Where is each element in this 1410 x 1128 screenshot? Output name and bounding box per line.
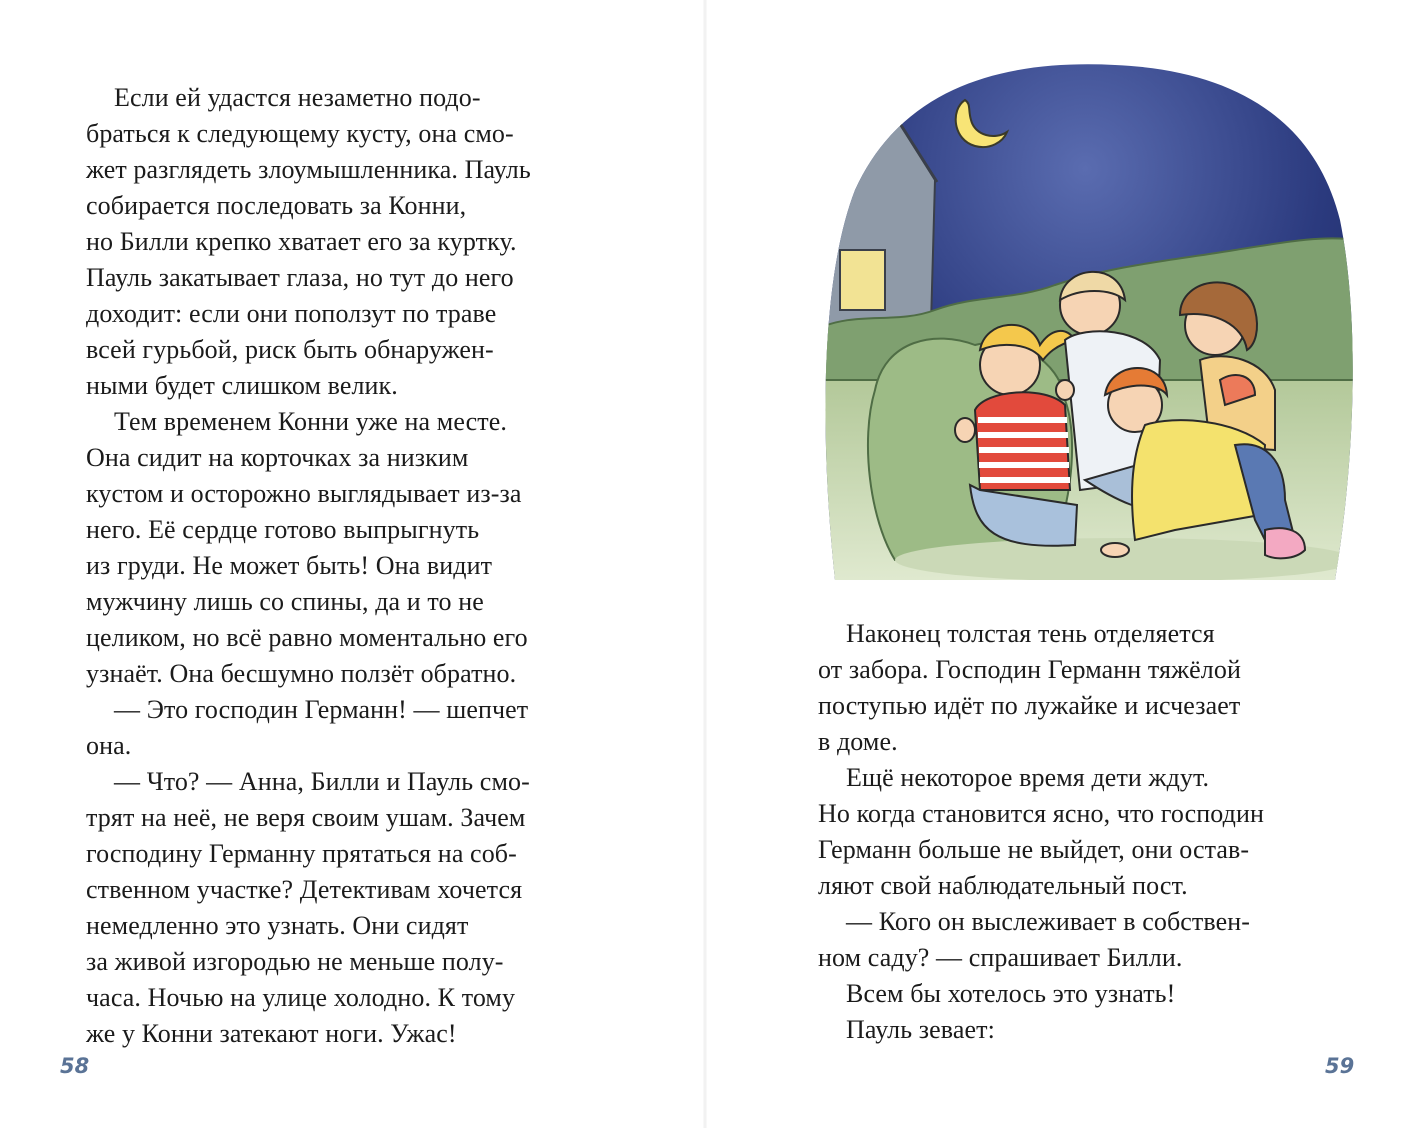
text-line: ными будет слишком велик. xyxy=(86,371,398,400)
right-page-text xyxy=(818,616,1348,1048)
text-line: ляют свой наблюдательный пост. xyxy=(818,871,1188,900)
text-line: поступью идёт по лужайке и исчезает xyxy=(818,691,1241,720)
text-line: — Кого он выслеживает в собствен- xyxy=(846,907,1251,936)
text-line: Она сидит на корточках за низким xyxy=(86,443,469,472)
text-line: в доме. xyxy=(818,727,898,756)
text-line: Пауль закатывает глаза, но тут до него xyxy=(86,263,514,292)
text-line: она. xyxy=(86,731,132,760)
text-line: Тем временем Конни уже на месте. xyxy=(114,407,507,436)
text-line: Всем бы хотелось это узнать! xyxy=(846,979,1176,1008)
text-line: — Что? — Анна, Билли и Пауль смо- xyxy=(114,767,530,796)
text-line: ственном участке? Детективам хочется xyxy=(86,875,523,904)
text-line: Германн больше не выйдет, они остав- xyxy=(818,835,1250,864)
text-line: мужчину лишь со спины, да и то не xyxy=(86,587,484,616)
text-line: Пауль зевает: xyxy=(846,1015,995,1044)
text-line: за живой изгородью не меньше полу- xyxy=(86,947,504,976)
text-line: но Билли крепко хватает его за куртку. xyxy=(86,227,517,256)
book-fold xyxy=(703,0,707,1128)
text-line: Если ей удастся незаметно подо- xyxy=(114,83,481,112)
text-line: собирается последовать за Конни, xyxy=(86,191,467,220)
text-line: Ещё некоторое время дети ждут. xyxy=(846,763,1210,792)
page-number-left: 58 xyxy=(60,1054,90,1078)
night-scene-children-behind-hedge-illustration xyxy=(815,60,1355,605)
text-line: кустом и осторожно выглядывает из-за xyxy=(86,479,522,508)
text-line: ном саду? — спрашивает Билли. xyxy=(818,943,1183,972)
left-page-text xyxy=(86,80,616,1052)
text-line: из груди. Не может быть! Она видит xyxy=(86,551,493,580)
text-line: целиком, но всё равно моментально его xyxy=(86,623,528,652)
text-line: же у Конни затекают ноги. Ужас! xyxy=(86,1019,457,1048)
text-line: — Это господин Германн! — шепчет xyxy=(114,695,529,724)
text-line: браться к следующему кусту, она смо- xyxy=(86,119,514,148)
text-line: узнаёт. Она бесшумно ползёт обратно. xyxy=(86,659,517,688)
text-line: часа. Ночью на улице холодно. К тому xyxy=(86,983,516,1012)
text-line: трят на неё, не веря своим ушам. Зачем xyxy=(86,803,526,832)
text-line: доходит: если они поползут по траве xyxy=(86,299,497,328)
text-line: Наконец толстая тень отделяется xyxy=(846,619,1215,648)
text-line: всей гурьбой, риск быть обнаружен- xyxy=(86,335,494,364)
page-number-right: 59 xyxy=(1325,1054,1355,1078)
text-line: Но когда становится ясно, что господин xyxy=(818,799,1265,828)
text-line: от забора. Господин Германн тяжёлой xyxy=(818,655,1241,684)
text-line: господину Германну прятаться на соб- xyxy=(86,839,517,868)
text-line: него. Её сердце готово выпрыгнуть xyxy=(86,515,480,544)
text-line: немедленно это узнать. Они сидят xyxy=(86,911,469,940)
text-line: жет разглядеть злоумышленника. Пауль xyxy=(86,155,531,184)
